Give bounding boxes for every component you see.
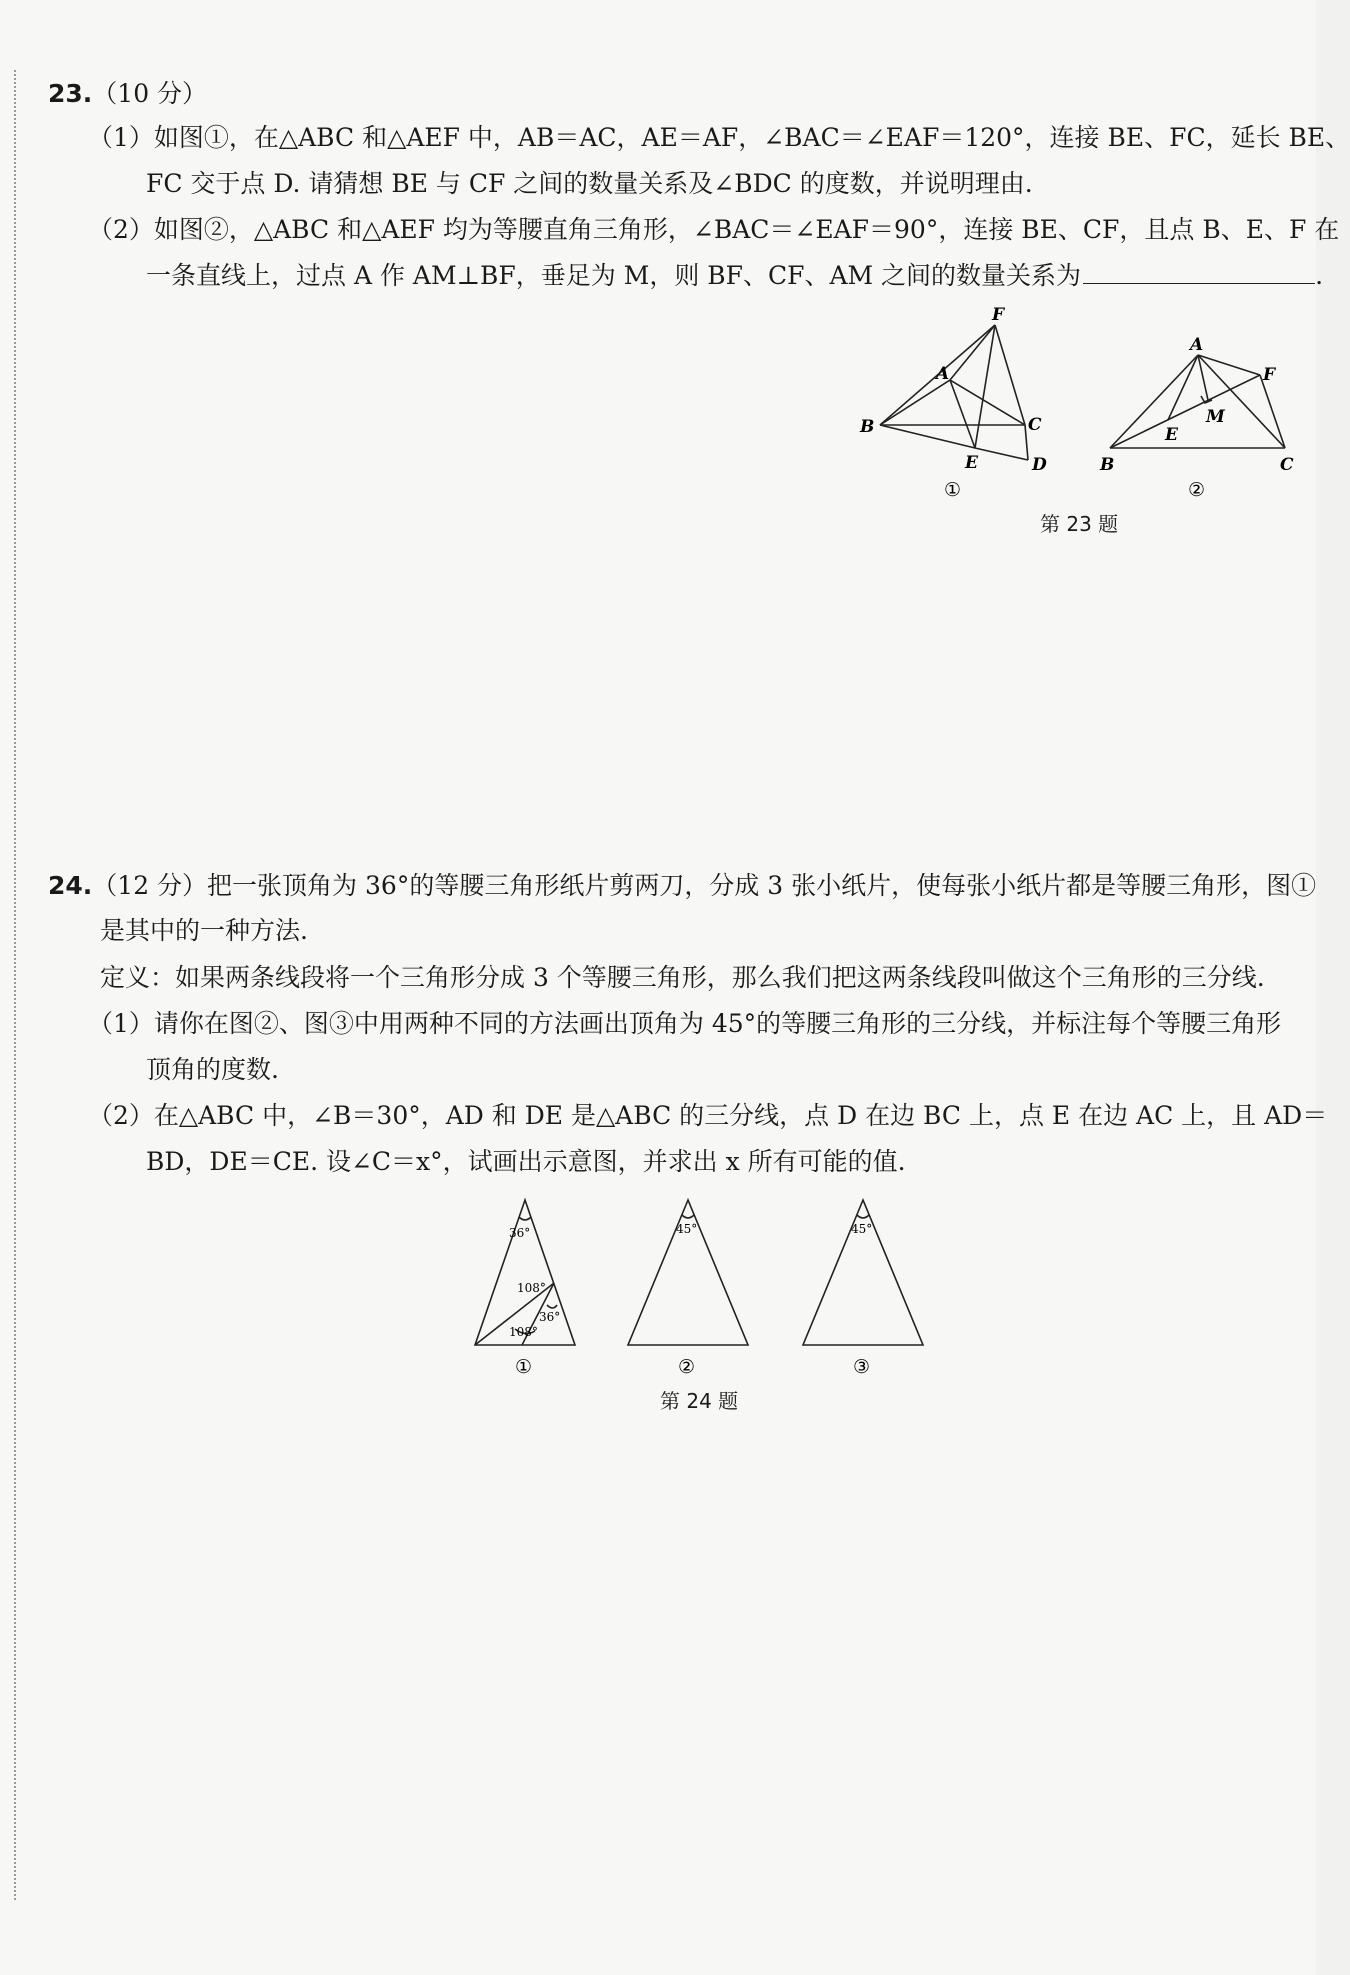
q24-part2-line1: （2）在△ABC 中，∠B＝30°，AD 和 DE 是△ABC 的三分线，点 D 在边 BC 上，点 E 在边 AC 上，且 AD＝ [88,1101,1328,1130]
q24-part1-line1: （1）请你在图②、图③中用两种不同的方法画出顶角为 45°的等腰三角形的三分线，并标注每个等腰三角形 [88,1009,1282,1038]
figure-tag: ② [678,1356,696,1378]
label-M: M [1206,407,1225,427]
q23-period: . [1315,261,1324,290]
page-edge-shadow [1316,0,1350,1975]
label-D: D [1032,455,1047,475]
figure-tag: ① [944,479,962,500]
q24-part2-line2: BD，DE＝CE. 设∠C＝x°，试画出示意图，并求出 x 所有可能的值. [146,1147,906,1176]
q23-part1-line2: FC 交于点 D. 请猜想 BE 与 CF 之间的数量关系及∠BDC 的度数，并说明理由. [146,169,1033,198]
angle-apex: 45° [676,1222,698,1236]
q24-caption: 第 24 题 [660,1389,739,1413]
q24-line2: 是其中的一种方法. [100,916,308,945]
problem-number: 24. [48,871,93,900]
label-E: E [965,453,978,473]
angle-apex: 36° [509,1226,531,1240]
q23-part2-text: 一条直线上，过点 A 作 AM⊥BF，垂足为 M，则 BF、CF、AM 之间的数量关系为 [146,261,1082,290]
label-F: F [992,305,1005,325]
q24-figure-3 [793,1195,933,1385]
binding-dotted-line [14,70,16,1900]
q24-figure-2 [618,1195,758,1385]
q23-part2-line2 [146,260,1323,292]
q24-intro: （12 分）把一张顶角为 36°的等腰三角形纸片剪两刀，分成 3 张小纸片，使每张小纸片都是等腰三角形，图① [92,871,1317,900]
problem-number: 23. [48,79,93,108]
label-F: F [1263,365,1276,385]
label-A: A [936,364,950,384]
label-B: B [860,417,875,437]
label-C: C [1028,415,1042,435]
answer-blank[interactable] [1083,261,1315,284]
problem-points: （10 分） [92,79,208,108]
figure-tag: ② [1188,479,1206,500]
angle-apex: 45° [851,1222,873,1236]
q24-figure-1 [465,1195,585,1385]
label-B: B [1100,455,1115,475]
label-A: A [1190,335,1204,355]
q24-definition: 定义：如果两条线段将一个三角形分成 3 个等腰三角形，那么我们把这两条线段叫做这个三角形的三分线. [100,963,1265,992]
q23-caption: 第 23 题 [1040,512,1119,536]
label-C: C [1280,455,1294,475]
problem-23-header [48,78,207,110]
angle-mid: 108° [517,1281,546,1295]
angle-right: 36° [539,1310,561,1324]
q23-part1-line1: （1）如图①，在△ABC 和△AEF 中，AB＝AC，AE＝AF，∠BAC＝∠EAF＝120°，连接 BE、FC，延长 BE、 [88,123,1350,152]
q24-part1-line2: 顶角的度数. [146,1055,279,1084]
angle-bottom: 108° [509,1325,538,1339]
q23-part2-line1: （2）如图②，△ABC 和△AEF 均为等腰直角三角形，∠BAC＝∠EAF＝90°，连接 BE、CF，且点 B、E、F 在 [88,215,1340,244]
q24-line1 [48,870,1316,902]
q23-figure-1 [850,300,1080,500]
figure-tag: ③ [853,1356,871,1378]
q23-figure-2 [1090,330,1310,500]
figure-tag: ① [515,1356,533,1378]
label-E: E [1165,425,1178,445]
